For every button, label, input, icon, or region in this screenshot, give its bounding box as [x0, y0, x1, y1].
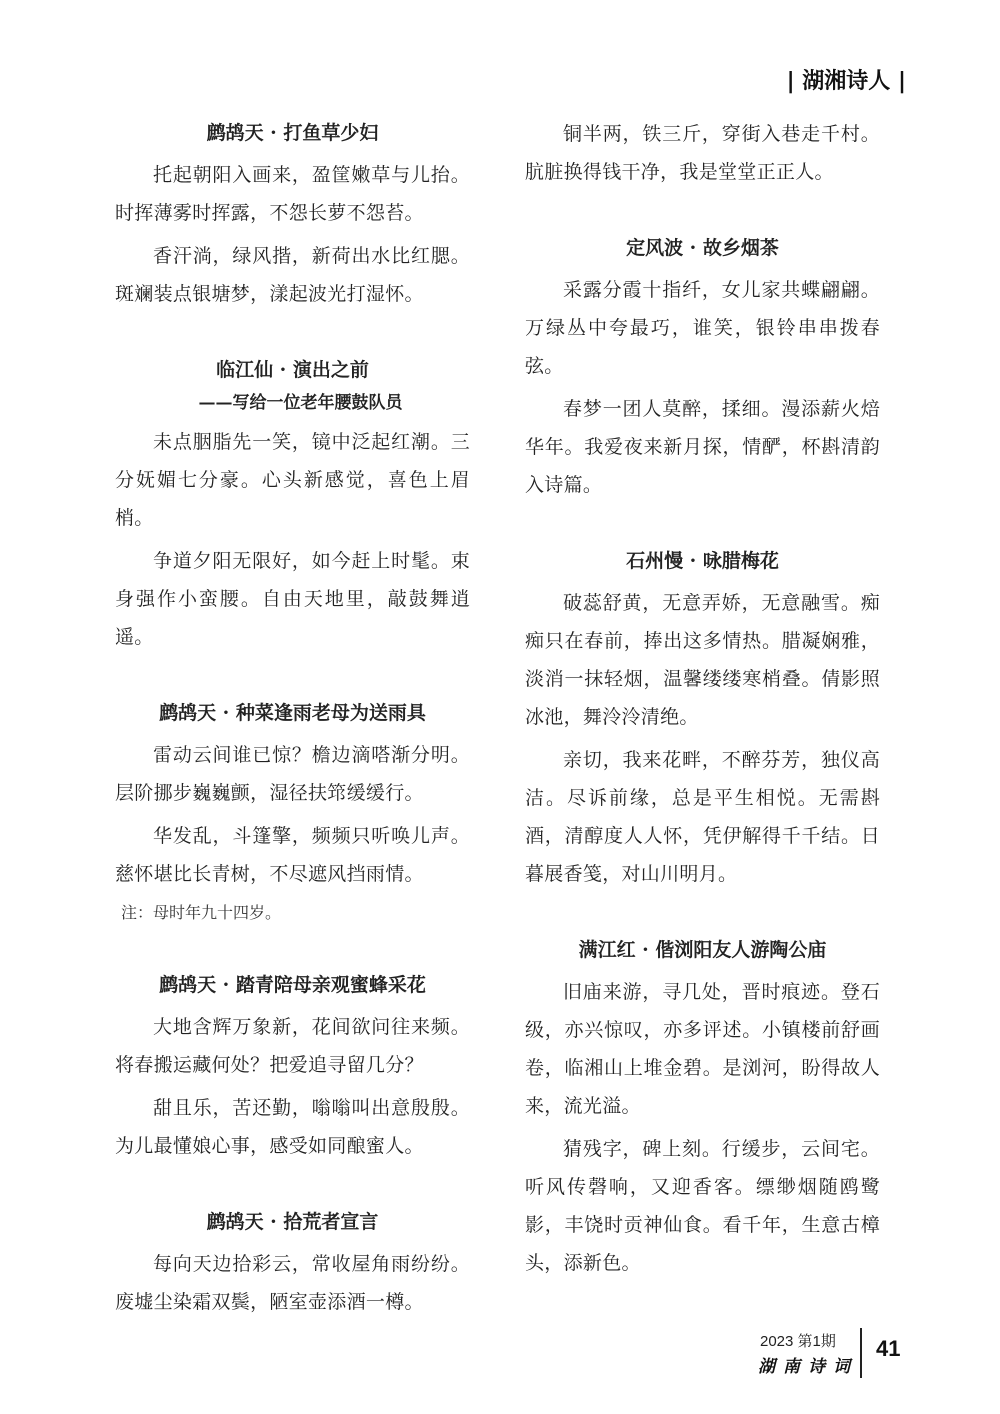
- poem: [115, 1207, 470, 1321]
- magazine-logo: 湖南诗词: [758, 1357, 858, 1377]
- poem-paragraph: 猜残字，碑上刻。行缓步，云间宅。听风传磬响，又迎香客。缥缈烟随鸥鹭影，丰饶时贡神仙食。看千年，生意古樟头，添新色。: [525, 1138, 880, 1274]
- poem-paragraph: 春梦一团人莫醉，揉细。漫添薪火焙华年。我爱夜来新月探，情酽，杯斟清韵入诗篇。: [525, 398, 880, 496]
- poem-title: 鹧鸪天 · 打鱼草少妇: [206, 122, 379, 144]
- poem-paragraph: 华发乱，斗篷擎，频频只听唤儿声。慈怀堪比长青树，不尽遮风挡雨情。: [115, 825, 470, 885]
- issue-label: 2023 第1期: [760, 1333, 836, 1350]
- poem: [115, 118, 470, 313]
- page-number: 41: [876, 1336, 901, 1361]
- poem-title: 鹧鸪天 · 踏青陪母亲观蜜蜂采花: [159, 974, 426, 996]
- page-footer: [740, 1326, 920, 1382]
- poem: [525, 233, 880, 504]
- poem-paragraph: 争道夕阳无限好，如今赶上时髦。束身强作小蛮腰。自由天地里，敲鼓舞逍遥。: [115, 550, 470, 648]
- section-tag: | 湖湘诗人 |: [786, 69, 906, 94]
- poem-paragraph: 甜且乐，苦还勤，嗡嗡叫出意殷殷。为儿最懂娘心事，感受如同酿蜜人。: [115, 1097, 470, 1157]
- poem-paragraph: 雷动云间谁已惊？檐边滴嗒渐分明。层阶挪步巍巍颤，湿径扶筇缓缓行。: [115, 744, 470, 804]
- poem: [115, 698, 470, 928]
- poem-title: 鹧鸪天 · 种菜逢雨老母为送雨具: [159, 702, 426, 724]
- poem-paragraph: 托起朝阳入画来，盈筐嫩草与儿抬。时挥薄雾时挥露，不怨长萝不怨苔。: [115, 164, 470, 224]
- poem-title: 石州慢 · 咏腊梅花: [626, 550, 779, 572]
- poem: [115, 970, 470, 1165]
- footer-divider: [860, 1328, 862, 1378]
- poem-title: 满江红 · 偕浏阳友人游陶公庙: [578, 939, 827, 961]
- poem-continued: [525, 115, 880, 191]
- poem-paragraph: 破蕊舒黄，无意弄娇，无意融雪。痴痴只在春前，捧出这多情热。腊凝娴雅，淡消一抹轻烟，温馨缕缕寒梢叠。倩影照冰池，舞泠泠清绝。: [525, 592, 880, 728]
- left-column: [115, 118, 470, 1363]
- poem-paragraph: 采露分霞十指纤，女儿家共蝶翩翩。万绿丛中夸最巧，谁笑，银铃串串拨春弦。: [525, 279, 880, 377]
- poem-paragraph: 亲切，我来花畔，不醉芬芳，独仪高洁。尽诉前缘，总是平生相悦。无需斟酒，清醇度人人怀，凭伊解得千千结。日暮展香笺，对山川明月。: [525, 749, 880, 885]
- poem-paragraph: 旧庙来游，寻几处，晋时痕迹。登石级，亦兴惊叹，亦多评述。小镇楼前舒画卷，临湘山上堆金碧。是浏河，盼得故人来，流光溢。: [525, 981, 880, 1117]
- right-column: [525, 115, 880, 1324]
- poem: [525, 546, 880, 893]
- poem-title: 临江仙 · 演出之前: [216, 359, 369, 381]
- poem: [115, 355, 470, 656]
- poem-paragraph: 铜半两，铁三斤，穿街入巷走千村。肮脏换得钱干净，我是堂堂正正人。: [525, 123, 880, 183]
- poem-paragraph: 大地含辉万象新，花间欲问往来频。将春搬运藏何处？把爱追寻留几分？: [115, 1016, 470, 1076]
- poem-paragraph: 每向天边拾彩云，常收屋角雨纷纷。废墟尘染霜双鬓，陋室壶添酒一樽。: [115, 1253, 470, 1313]
- poem-subtitle: ——写给一位老年腰鼓队员: [198, 393, 403, 413]
- poem-paragraph: 未点胭脂先一笑，镜中泛起红潮。三分妩媚七分豪。心头新感觉，喜色上眉梢。: [115, 431, 470, 529]
- poem-title: 鹧鸪天 · 拾荒者宣言: [206, 1211, 379, 1233]
- poem-paragraph: 香汗淌，绿风揩，新荷出水比红腮。斑斓装点银塘梦，漾起波光打湿怀。: [115, 245, 470, 305]
- poem-title: 定风波 · 故乡烟茶: [626, 237, 779, 259]
- poem-note: 注：母时年九十四岁。: [121, 903, 282, 922]
- poem: [525, 935, 880, 1282]
